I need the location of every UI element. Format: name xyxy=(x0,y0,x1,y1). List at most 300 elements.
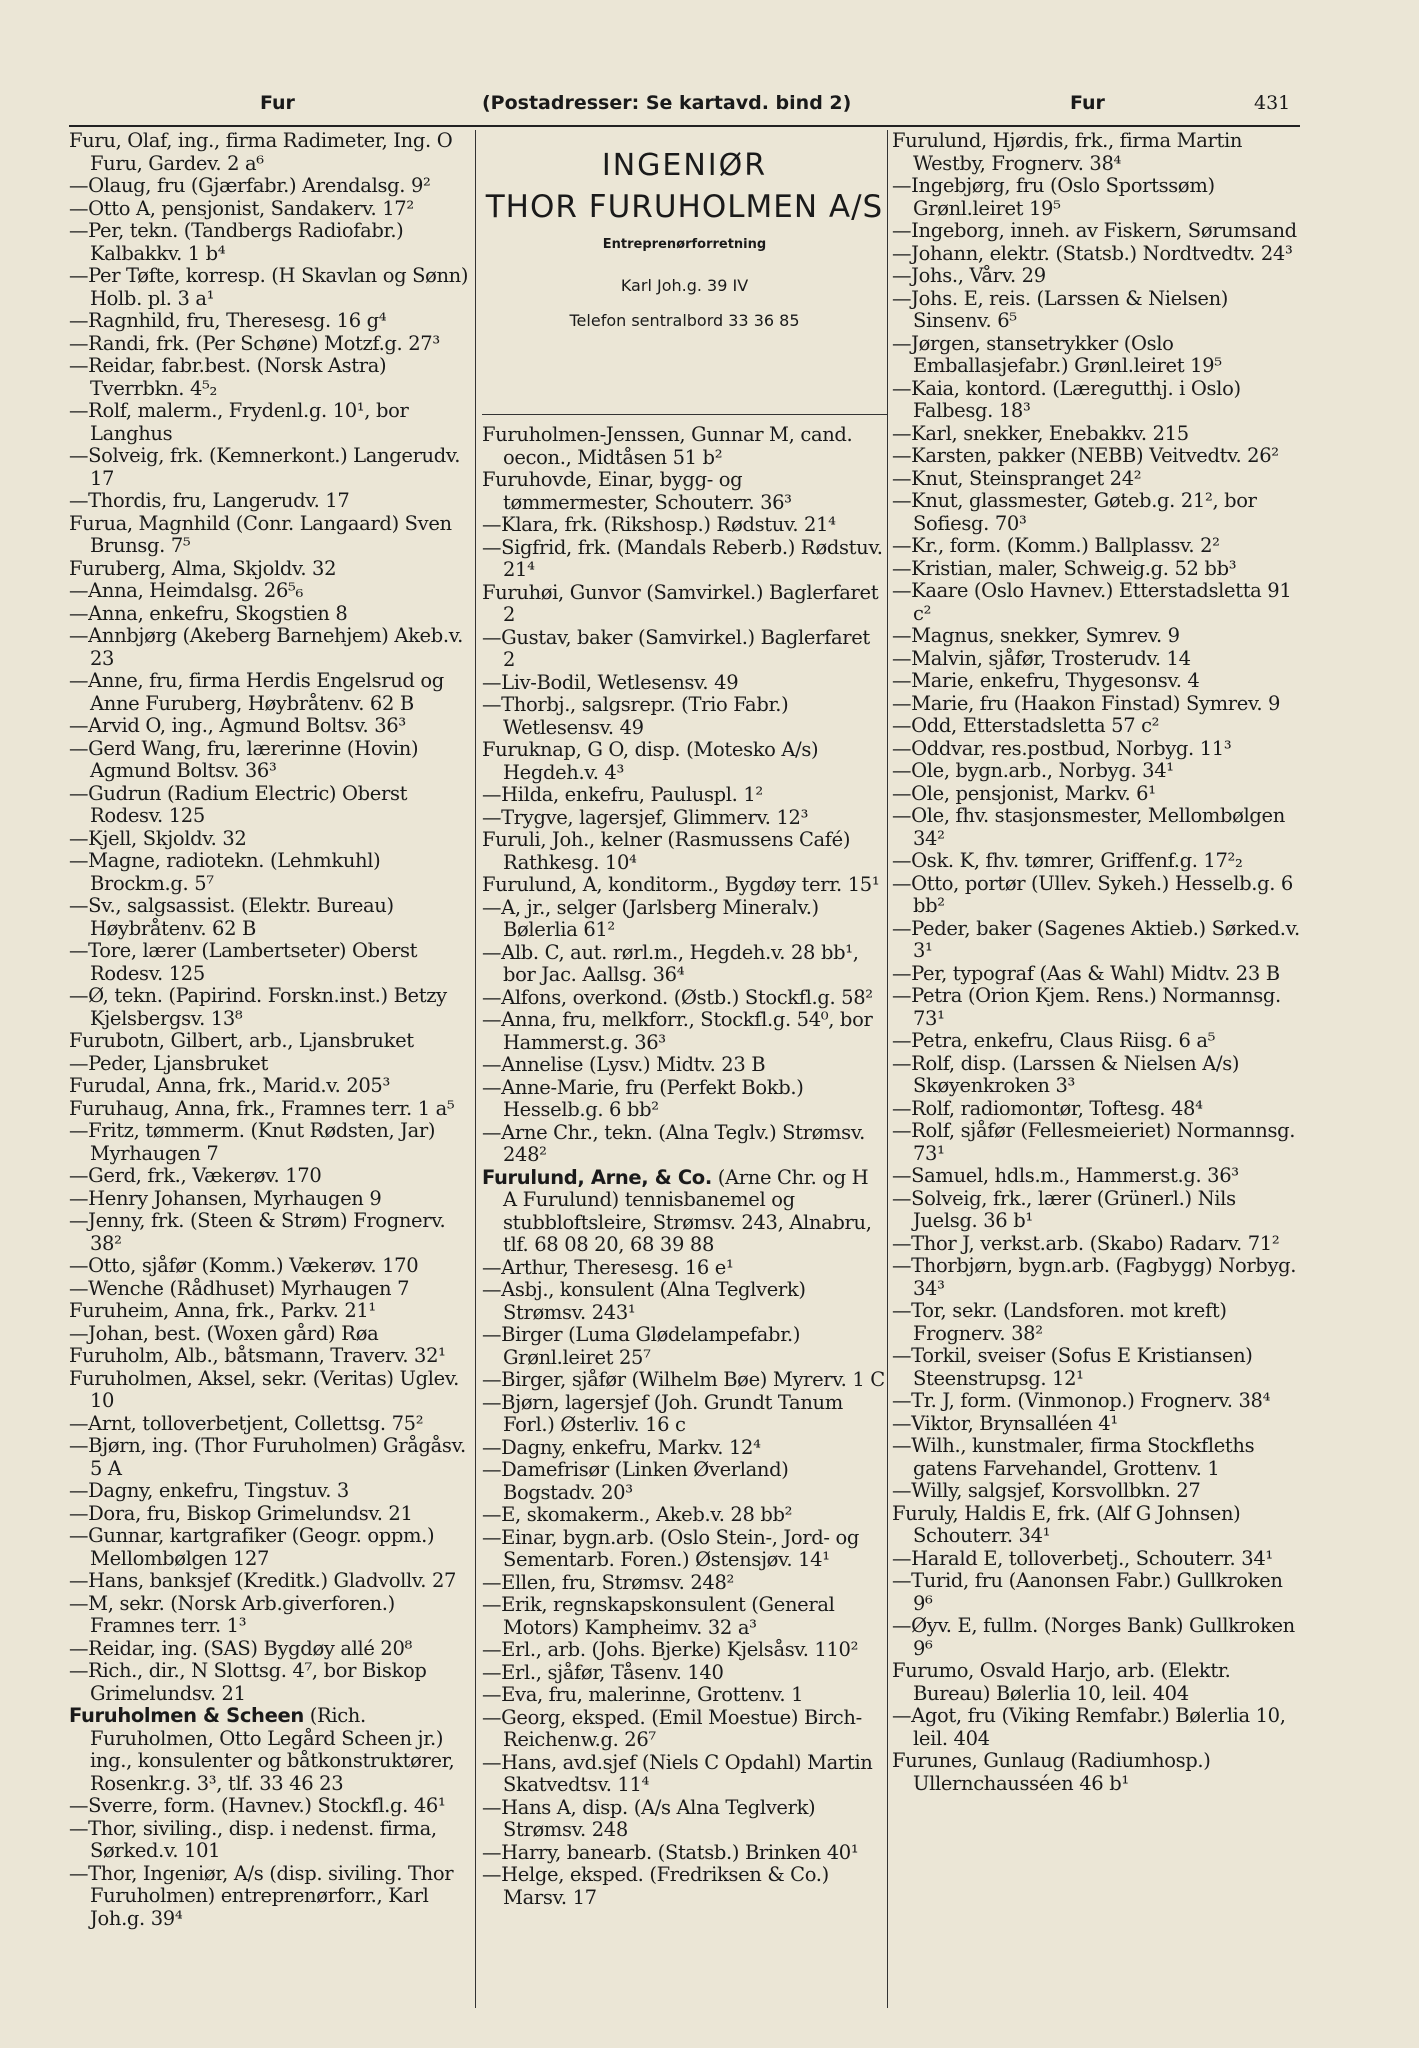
entry-text: —Olaug, fru (Gjærfabr.) Arendalsg. 9² xyxy=(69,174,431,197)
entry-text: —Annelise (Lysv.) Midtv. 23 B xyxy=(482,1053,766,1076)
entry-text: Furuholmen, Aksel, sekr. (Veritas) Uglev. 10 xyxy=(69,1366,460,1412)
entry-text: —Ole, fhv. stasjonsmester, Mellombølgen 34² xyxy=(892,804,1285,850)
entry-text: Furuli, Joh., kelner (Rasmussens Café) Rathkesg. 10⁴ xyxy=(482,828,851,874)
directory-entry xyxy=(69,175,469,198)
directory-entry xyxy=(69,1480,469,1503)
entry-text: —Anna, Heimdalsg. 26⁵₆ xyxy=(69,579,303,602)
directory-entry xyxy=(892,715,1300,738)
entry-text: —Arthur, Theresesg. 16 e¹ xyxy=(482,1255,734,1279)
entry-text: —Tr. J, form. (Vinmonop.) Frognerv. 38⁴ xyxy=(892,1389,1271,1412)
directory-entry xyxy=(69,1210,469,1255)
entry-text: —Kr., form. (Komm.) Ballplassv. 2² xyxy=(892,534,1220,557)
directory-page xyxy=(62,88,1302,2008)
directory-entry xyxy=(892,333,1300,378)
entry-text: Furulund, A, konditorm., Bygdøy terr. 15¹ xyxy=(482,873,880,896)
entry-text: —Thor, siviling., disp. i nedenst. firma, Sørked.v. 101 xyxy=(69,1816,437,1862)
directory-entry xyxy=(482,1639,886,1662)
column-divider-1 xyxy=(475,130,476,2008)
directory-entry xyxy=(892,423,1300,446)
directory-entry xyxy=(69,1570,469,1593)
directory-entry xyxy=(69,1053,469,1076)
entry-text: —Rolf, sjåfør (Fellesmeieriet) Normannsg. 73¹ xyxy=(892,1119,1296,1165)
entry-text: Furubotn, Gilbert, arb., Ljansbruket xyxy=(69,1029,414,1052)
entry-text: —Per Tøfte, korresp. (H Skavlan og Sønn) Holb. pl. 3 a¹ xyxy=(69,264,469,310)
entry-text: —Willy, salgsjef, Korsvollbkn. 27 xyxy=(892,1479,1201,1502)
entry-text: —Harald E, tolloverbetj., Schouterr. 34¹ xyxy=(892,1546,1273,1570)
entry-text: —Erik, regnskapskonsulent (General Motors) Kampheimv. 32 a³ xyxy=(482,1593,835,1639)
directory-entry xyxy=(482,1167,886,1257)
entry-text: —Anna, enkefru, Skogstien 8 xyxy=(69,601,348,625)
column-divider-2 xyxy=(887,130,888,2008)
entry-text: —Ole, bygn.arb., Norbyg. 34¹ xyxy=(892,759,1174,782)
entry-text: —Marie, enkefru, Thygesonsv. 4 xyxy=(892,669,1200,692)
directory-entry xyxy=(892,1548,1300,1571)
directory-entry xyxy=(69,1165,469,1188)
entry-text: —Hans, avd.sjef (Niels C Opdahl) Martin Skatvedtsv. 11⁴ xyxy=(482,1750,873,1796)
entry-text: —Erl., sjåfør, Tåsenv. 140 xyxy=(482,1660,724,1684)
directory-entry xyxy=(482,1572,886,1595)
directory-entry xyxy=(892,1188,1300,1233)
directory-entry xyxy=(69,265,469,310)
directory-entry xyxy=(892,1435,1300,1480)
entry-text: —Ingeborg, inneh. av Fiskern, Sørumsand xyxy=(892,219,1297,242)
directory-entry xyxy=(482,874,886,897)
directory-entry xyxy=(69,1120,469,1165)
directory-entry xyxy=(892,1705,1300,1750)
directory-entry xyxy=(69,445,469,490)
entry-text: —Helge, eksped. (Fredriksen & Co.) Marsv. 17 xyxy=(482,1863,829,1909)
entry-text: —Anne-Marie, fru (Perfekt Bokb.) Hesselb.g. 6 bb² xyxy=(482,1075,804,1121)
directory-entry xyxy=(482,469,886,514)
entry-text: —Rich., dir., N Slottsg. 4⁷, bor Biskop Grimelundsv. 21 xyxy=(69,1659,427,1705)
directory-entry xyxy=(69,1503,469,1526)
entry-text: —Kristian, maler, Schweig.g. 52 bb³ xyxy=(892,556,1237,580)
directory-entry xyxy=(69,1525,469,1570)
directory-entry xyxy=(892,963,1300,986)
directory-entry xyxy=(892,873,1300,918)
directory-entry xyxy=(482,1054,886,1077)
directory-entry xyxy=(482,1707,886,1752)
directory-entry xyxy=(69,783,469,828)
directory-entry xyxy=(482,1369,886,1392)
column-3 xyxy=(892,130,1300,1795)
entry-text: —Gerd, frk., Vækerøv. 170 xyxy=(69,1164,322,1187)
entry-text: —Otto, portør (Ullev. Sykeh.) Hesselb.g. 6 bb² xyxy=(892,871,1293,917)
directory-entry xyxy=(69,715,469,738)
directory-entry xyxy=(482,739,886,784)
directory-entry xyxy=(69,1075,469,1098)
entry-text: —Solveig, frk. (Kemnerkont.) Langerudv. 17 xyxy=(69,444,461,490)
entry-text: —Sverre, form. (Havnev.) Stockfl.g. 46¹ xyxy=(69,1794,446,1817)
directory-entry xyxy=(482,537,886,582)
directory-entry xyxy=(69,1435,469,1480)
entry-text: —Kaare (Oslo Havnev.) Etterstadsletta 91 c² xyxy=(892,579,1292,625)
entry-text: —Otto A, pensjonist, Sandakerv. 17² xyxy=(69,196,414,220)
entry-text: —Peder, Ljansbruket xyxy=(69,1051,268,1075)
entry-text: Furuhovde, Einar, bygg- og tømmermester, Schouterr. 36³ xyxy=(482,468,792,514)
entry-text: —Anna, fru, melkforr., Stockfl.g. 54⁰, bor Hammerst.g. 36³ xyxy=(482,1008,873,1054)
entry-text: —Dagny, enkefru, Tingstuv. 3 xyxy=(69,1479,349,1502)
entry-text: —Arvid O, ing., Agmund Boltsv. 36³ xyxy=(69,714,406,737)
directory-entry xyxy=(69,355,469,400)
entry-text: —Rolf, malerm., Frydenl.g. 10¹, bor Langhus xyxy=(69,399,409,445)
directory-entry xyxy=(482,1752,886,1797)
directory-entry xyxy=(482,1279,886,1324)
directory-entry xyxy=(69,670,469,715)
directory-entry xyxy=(892,760,1300,783)
directory-entry xyxy=(482,1504,886,1527)
directory-entry xyxy=(482,807,886,830)
directory-entry xyxy=(69,1818,469,1863)
ad-address: Karl Joh.g. 39 IV xyxy=(620,276,749,295)
header-center-note: (Postadresser: Se kartavd. bind 2) xyxy=(482,92,852,114)
entry-text: —Otto, sjåfør (Komm.) Vækerøv. 170 xyxy=(69,1254,419,1277)
directory-entry xyxy=(482,1324,886,1369)
ad-title-line: INGENIØR xyxy=(601,148,768,183)
directory-entry xyxy=(69,1278,469,1301)
directory-entry xyxy=(892,1098,1300,1121)
entry-text: —Knut, glassmester, Gøteb.g. 21², bor Sofiesg. 70³ xyxy=(892,489,1257,535)
entry-text: Furuly, Haldis E, frk. (Alf G Johnsen) Schouterr. 34¹ xyxy=(892,1501,1241,1547)
ad-phone: Telefon sentralbord 33 36 85 xyxy=(569,311,800,330)
entry-text: Furuknap, G O, disp. (Motesko A/s) Hegdeh.v. 4³ xyxy=(482,738,819,784)
directory-entry xyxy=(892,1255,1300,1300)
directory-entry xyxy=(892,1120,1300,1165)
entry-text: —Torkil, sveiser (Sofus E Kristiansen) Steenstrupsg. 12¹ xyxy=(892,1344,1253,1390)
entry-text: —Wenche (Rådhuset) Myrhaugen 7 xyxy=(69,1276,410,1300)
directory-entry xyxy=(892,670,1300,693)
entry-text: —Arnt, tolloverbetjent, Collettsg. 75² xyxy=(69,1411,424,1435)
directory-entry xyxy=(892,1030,1300,1053)
entry-text: —Jørgen, stansetrykker (Oslo Emballasjefabr.) Grønl.leiret 19⁵ xyxy=(892,331,1222,377)
entry-text: —Hans A, disp. (A/s Alna Teglverk) Strømsv. 248 xyxy=(482,1795,816,1841)
directory-entry xyxy=(69,333,469,356)
entry-text: —Tore, lærer (Lambertseter) Oberst Rodesv. 125 xyxy=(69,939,418,985)
directory-entry xyxy=(482,694,886,739)
entry-text: —Hilda, enkefru, Pauluspl. 1² xyxy=(482,783,763,806)
entry-text: —Damefrisør (Linken Øverland) Bogstadv. 20³ xyxy=(482,1458,789,1504)
directory-entry xyxy=(892,535,1300,558)
directory-entry xyxy=(69,1300,469,1323)
entry-text: —Solveig, frk., lærer (Grünerl.) Nils Juelsg. 36 b¹ xyxy=(892,1186,1236,1232)
directory-entry xyxy=(892,648,1300,671)
directory-entry xyxy=(482,1459,886,1504)
directory-entry xyxy=(892,1413,1300,1436)
entry-text: —Klara, frk. (Rikshosp.) Rødstuv. 21⁴ xyxy=(482,513,836,536)
entry-text: Furunes, Gunlaug (Radiumhosp.) Ullernchausséen 46 b¹ xyxy=(892,1749,1211,1795)
entry-text: —Osk. K, fhv. tømrer, Griffenf.g. 17²₂ xyxy=(892,849,1243,872)
entry-text: —Malvin, sjåfør, Trosterudv. 14 xyxy=(892,646,1191,670)
entry-text: Furuhøi, Gunvor (Samvirkel.) Baglerfaret 2 xyxy=(482,580,879,626)
entry-text: —Ellen, fru, Strømsv. 248² xyxy=(482,1570,734,1594)
entry-text: —Petra (Orion Kjem. Rens.) Normannsg. 73¹ xyxy=(892,984,1281,1030)
entry-text: —Thordis, fru, Langerudv. 17 xyxy=(69,489,350,512)
directory-entry xyxy=(69,850,469,895)
entry-text: —Bjørn, lagersjef (Joh. Grundt Tanum Forl.) Østerliv. 16 c xyxy=(482,1390,843,1436)
entry-text: —Knut, Steinspranget 24² xyxy=(892,466,1142,490)
entry-text: —Reidar, fabr.best. (Norsk Astra) Tverrbkn. 4⁵₂ xyxy=(69,354,387,400)
directory-entry xyxy=(892,468,1300,491)
directory-entry xyxy=(482,582,886,627)
column-1 xyxy=(69,130,469,1930)
directory-entry xyxy=(482,987,886,1010)
directory-entry xyxy=(892,220,1300,243)
directory-entry xyxy=(892,1165,1300,1188)
directory-entry xyxy=(482,1257,886,1280)
directory-entry xyxy=(69,558,469,581)
entry-text: —Thorbj., salgsrepr. (Trio Fabr.) Wetlesensv. 49 xyxy=(482,693,789,739)
directory-entry xyxy=(69,828,469,851)
entry-text: —Per, typograf (Aas & Wahl) Midtv. 23 B xyxy=(892,961,1280,985)
directory-entry xyxy=(892,378,1300,423)
directory-entry xyxy=(69,940,469,985)
directory-entry xyxy=(69,490,469,513)
entry-text: —Marie, fru (Haakon Finstad) Symrev. 9 xyxy=(892,691,1281,715)
directory-entry xyxy=(482,1437,886,1460)
entry-text: —Liv-Bodil, Wetlesensv. 49 xyxy=(482,670,739,694)
entry-text: —Bjørn, ing. (Thor Furuholmen) Grågåsv. 5 A xyxy=(69,1434,466,1480)
entry-text: —Randi, frk. (Per Schøne) Motzf.g. 27³ xyxy=(69,331,440,355)
running-header xyxy=(62,88,1302,118)
entry-text: —Gustav, baker (Samvirkel.) Baglerfaret 2 xyxy=(482,625,870,671)
directory-entry xyxy=(892,783,1300,806)
directory-entry xyxy=(69,895,469,940)
entry-text: Furudal, Anna, frk., Marid.v. 205³ xyxy=(69,1074,390,1097)
directory-entry xyxy=(482,1077,886,1122)
entry-text: —Ø, tekn. (Papirind. Forskn.inst.) Betzy Kjelsbergsv. 13⁸ xyxy=(69,984,447,1030)
directory-entry xyxy=(892,558,1300,581)
entry-text: —Odd, Etterstadsletta 57 c² xyxy=(892,714,1160,737)
entry-text: —Gerd Wang, fru, lærerinne (Hovin) Agmund Boltsv. 36³ xyxy=(69,736,419,782)
entry-text: (Rich. Furuholmen, Otto Legård Scheen jr.) ing., konsulenter og båtkonstruktører, Rosenkr.g. 3³, tlf. 33 46 23 xyxy=(90,1704,455,1795)
directory-entry xyxy=(892,265,1300,288)
directory-entry xyxy=(69,400,469,445)
directory-entry xyxy=(892,1300,1300,1345)
entry-text: Furumo, Osvald Harjo, arb. (Elektr. Bureau) Bølerlia 10, leil. 404 xyxy=(892,1659,1231,1705)
directory-entry xyxy=(69,1323,469,1346)
directory-entry xyxy=(892,805,1300,850)
entry-text: —Anne, fru, firma Herdis Engelsrud og Anne Furuberg, Høybråtenv. 62 B xyxy=(69,669,444,715)
directory-entry xyxy=(69,1030,469,1053)
directory-entry xyxy=(69,1345,469,1368)
directory-entry xyxy=(892,1660,1300,1705)
directory-entry xyxy=(482,1864,886,1909)
entry-text: —Ole, pensjonist, Markv. 6¹ xyxy=(892,781,1156,805)
entry-text: —Eva, fru, malerinne, Grottenv. 1 xyxy=(482,1683,804,1706)
entry-text: —Karl, snekker, Enebakkv. 215 xyxy=(892,421,1189,445)
entry-text: —Erl., arb. (Johs. Bjerke) Kjelsåsv. 110² xyxy=(482,1638,859,1661)
entry-text: —Ingebjørg, fru (Oslo Sportssøm) Grønl.leiret 19⁵ xyxy=(892,174,1215,220)
entry-text: —Viktor, Brynsalléen 4¹ xyxy=(892,1411,1118,1435)
directory-entry xyxy=(69,1795,469,1818)
entry-text: —Thor, Ingeniør, A/s (disp. siviling. Thor Furuholmen) entreprenørforr., Karl Joh.g. 39⁴ xyxy=(69,1861,454,1930)
entry-text: —Johs. E, reis. (Larssen & Nielsen) Sinsenv. 6⁵ xyxy=(892,286,1229,332)
entry-text: —Agot, fru (Viking Remfabr.) Bølerlia 10, leil. 404 xyxy=(892,1704,1286,1750)
directory-entry xyxy=(482,897,886,942)
entry-text: —Sv., salgsassist. (Elektr. Bureau) Høybråtenv. 62 B xyxy=(69,894,394,940)
directory-entry xyxy=(892,243,1300,266)
directory-entry xyxy=(892,1615,1300,1660)
directory-entry xyxy=(892,288,1300,333)
firm-name: Furuholmen & Scheen xyxy=(69,1704,304,1727)
directory-entry xyxy=(482,1392,886,1437)
directory-entry xyxy=(482,1122,886,1167)
entry-text: —Turid, fru (Aanonsen Fabr.) Gullkroken 9⁶ xyxy=(892,1569,1283,1615)
entry-text: —Einar, bygn.arb. (Oslo Stein-, Jord- og Sementarb. Foren.) Østensjøv. 14¹ xyxy=(482,1525,859,1571)
directory-entry xyxy=(69,625,469,670)
directory-entry xyxy=(69,220,469,265)
advertisement-box xyxy=(482,134,887,415)
directory-entry xyxy=(69,1863,469,1931)
directory-entry xyxy=(69,513,469,558)
directory-entry xyxy=(69,1660,469,1705)
directory-entry xyxy=(482,1527,886,1572)
entry-text: Furuhaug, Anna, frk., Framnes terr. 1 a⁵ xyxy=(69,1096,455,1120)
entry-text: Furuholm, Alb., båtsmann, Traverv. 32¹ xyxy=(69,1344,446,1367)
directory-entry xyxy=(892,625,1300,648)
directory-entry xyxy=(482,1797,886,1842)
directory-entry xyxy=(892,1750,1300,1795)
header-rule xyxy=(69,125,1300,127)
directory-entry xyxy=(892,1390,1300,1413)
directory-entry xyxy=(892,850,1300,873)
entry-text: —Magnus, snekker, Symrev. 9 xyxy=(892,624,1180,647)
directory-entry xyxy=(892,175,1300,220)
entry-text: —Kaia, kontord. (Læregutthj. i Oslo) Falbesg. 18³ xyxy=(892,376,1241,422)
ad-business-type: Entreprenørforretning xyxy=(602,237,767,252)
entry-text: —Johs., Vårv. 29 xyxy=(892,264,1046,287)
directory-entry xyxy=(892,1345,1300,1390)
entry-text: —Thorbjørn, bygn.arb. (Fagbygg) Norbyg. 34³ xyxy=(892,1254,1297,1300)
entry-text: —Asbj., konsulent (Alna Teglverk) Strømsv. 243¹ xyxy=(482,1278,806,1324)
entry-text: —Johan, best. (Woxen gård) Røa xyxy=(69,1321,379,1345)
directory-entry xyxy=(892,738,1300,761)
directory-entry xyxy=(482,627,886,672)
entry-text: —Henry Johansen, Myrhaugen 9 xyxy=(69,1186,382,1210)
directory-entry xyxy=(892,918,1300,963)
directory-entry xyxy=(69,310,469,333)
column-2 xyxy=(482,424,886,1909)
entry-text: —Tor, sekr. (Landsforen. mot kreft) Frognerv. 38² xyxy=(892,1299,1227,1345)
entry-text: —Wilh., kunstmaler, firma Stockfleths gatens Farvehandel, Grottenv. 1 xyxy=(892,1434,1255,1480)
header-left-keyword: Fur xyxy=(260,92,295,114)
directory-entry xyxy=(69,738,469,783)
directory-entry xyxy=(69,130,469,175)
entry-text: —Dagny, enkefru, Markv. 12⁴ xyxy=(482,1435,761,1459)
directory-entry xyxy=(69,603,469,626)
entry-text: —Sigfrid, frk. (Mandals Reberb.) Rødstuv. 21⁴ xyxy=(482,535,883,581)
directory-entry xyxy=(892,1503,1300,1548)
entry-text: —Peder, baker (Sagenes Aktieb.) Sørked.v. 3¹ xyxy=(892,916,1300,962)
entry-text: —Georg, eksped. (Emil Moestue) Birch-Reichenw.g. 26⁷ xyxy=(482,1705,862,1751)
entry-text: —Karsten, pakker (NEBB) Veitvedtv. 26² xyxy=(892,444,1279,467)
entry-text: —Gudrun (Radium Electric) Oberst Rodesv. 125 xyxy=(69,781,408,827)
directory-entry xyxy=(69,1705,469,1795)
page-number: 431 xyxy=(1254,92,1291,114)
directory-entry xyxy=(892,1480,1300,1503)
entry-text: —A, jr., selger (Jarlsberg Mineralv.) Bølerlia 61² xyxy=(482,895,819,941)
entry-text: —Arne Chr., tekn. (Alna Teglv.) Strømsv. 248² xyxy=(482,1120,866,1166)
entry-text: —Dora, fru, Biskop Grimelundsv. 21 xyxy=(69,1501,413,1525)
directory-entry xyxy=(892,1570,1300,1615)
directory-entry xyxy=(482,1594,886,1639)
directory-entry xyxy=(482,784,886,807)
directory-entry xyxy=(482,1662,886,1685)
entry-text: Furuheim, Anna, frk., Parkv. 21¹ xyxy=(69,1299,376,1322)
directory-entry xyxy=(69,580,469,603)
entry-text: —Ragnhild, fru, Theresesg. 16 g⁴ xyxy=(69,309,387,332)
entry-text: —Alfons, overkond. (Østb.) Stockfl.g. 58² xyxy=(482,985,873,1009)
directory-entry xyxy=(892,580,1300,625)
directory-entry xyxy=(482,829,886,874)
entry-text: —Gunnar, kartgrafiker (Geogr. oppm.) Mellombølgen 127 xyxy=(69,1524,435,1570)
firm-name: Furulund, Arne, & Co. xyxy=(482,1165,712,1189)
directory-entry xyxy=(892,1233,1300,1256)
entry-text: —Thor J, verkst.arb. (Skabo) Radarv. 71² xyxy=(892,1231,1280,1255)
directory-entry xyxy=(482,672,886,695)
directory-entry xyxy=(482,424,886,469)
directory-entry xyxy=(892,985,1300,1030)
directory-entry xyxy=(69,1098,469,1121)
directory-entry xyxy=(69,198,469,221)
directory-entry xyxy=(69,985,469,1030)
entry-text: —Jenny, frk. (Steen & Strøm) Frognerv. 38² xyxy=(69,1209,446,1255)
entry-text: Furuberg, Alma, Skjoldv. 32 xyxy=(69,556,337,580)
directory-entry xyxy=(482,1842,886,1865)
directory-entry xyxy=(482,514,886,537)
header-right-keyword: Fur xyxy=(1070,92,1105,114)
directory-entry xyxy=(482,942,886,987)
directory-entry xyxy=(892,490,1300,535)
entry-text: —M, sekr. (Norsk Arb.giverforen.) Framnes terr. 1³ xyxy=(69,1591,395,1637)
entry-text: —Johann, elektr. (Statsb.) Nordtvedtv. 24³ xyxy=(892,241,1293,265)
ad-company-name: THOR FURUHOLMEN A/S xyxy=(485,189,884,225)
entry-text: Furulund, Hjørdis, frk., firma Martin Westby, Frognerv. 38⁴ xyxy=(892,129,1243,175)
entry-text: —Annbjørg (Akeberg Barnehjem) Akeb.v. 23 xyxy=(69,624,463,670)
directory-entry xyxy=(69,1368,469,1413)
entry-text: —Alb. C, aut. rørl.m., Hegdeh.v. 28 bb¹, bor Jac. Aallsg. 36⁴ xyxy=(482,940,859,986)
entry-text: —Per, tekn. (Tandbergs Radiofabr.) Kalbakkv. 1 b⁴ xyxy=(69,219,404,265)
entry-text: —Rolf, disp. (Larssen & Nielsen A/s) Skøyenkroken 3³ xyxy=(892,1051,1240,1097)
directory-entry xyxy=(69,1638,469,1661)
entry-text: —Birger (Luma Glødelampefabr.) Grønl.leiret 25⁷ xyxy=(482,1323,801,1369)
directory-entry xyxy=(69,1255,469,1278)
entry-text: —Petra, enkefru, Claus Riisg. 6 a⁵ xyxy=(892,1029,1216,1052)
entry-text: —Kjell, Skjoldv. 32 xyxy=(69,826,247,850)
directory-entry xyxy=(69,1188,469,1211)
directory-entry xyxy=(69,1413,469,1436)
entry-text: —Øyv. E, fullm. (Norges Bank) Gullkroken 9⁶ xyxy=(892,1614,1295,1660)
directory-entry xyxy=(892,693,1300,716)
entry-text: —Harry, banearb. (Statsb.) Brinken 40¹ xyxy=(482,1840,859,1864)
entry-text: —E, skomakerm., Akeb.v. 28 bb² xyxy=(482,1503,793,1526)
directory-entry xyxy=(892,1053,1300,1098)
entry-text: Furua, Magnhild (Conr. Langaard) Sven Brunsg. 7⁵ xyxy=(69,511,452,557)
entry-text: —Fritz, tømmerm. (Knut Rødsten, Jar) Myrhaugen 7 xyxy=(69,1119,436,1165)
entry-text: —Magne, radiotekn. (Lehmkuhl) Brockm.g. 5⁷ xyxy=(69,849,381,895)
entry-text: —Samuel, hdls.m., Hammerst.g. 36³ xyxy=(892,1164,1239,1187)
directory-entry xyxy=(892,130,1300,175)
entry-text: —Trygve, lagersjef, Glimmerv. 12³ xyxy=(482,805,809,829)
directory-entry xyxy=(482,1684,886,1707)
entry-text: —Reidar, ing. (SAS) Bygdøy allé 20⁸ xyxy=(69,1636,413,1660)
entry-text: Furuholmen-Jenssen, Gunnar M, cand. oecon., Midtåsen 51 b² xyxy=(482,423,853,469)
entry-text: —Rolf, radiomontør, Toftesg. 48⁴ xyxy=(892,1096,1203,1120)
entry-text: (Arne Chr. og H A Furulund) tennisbanemel og stubbloftsleire, Strømsv. 243, Alnabru, tlf. 68 08 20, 68 39 88 xyxy=(503,1165,872,1256)
directory-entry xyxy=(69,1593,469,1638)
entry-text: —Hans, banksjef (Kreditk.) Gladvollv. 27 xyxy=(69,1569,457,1592)
directory-entry xyxy=(892,445,1300,468)
